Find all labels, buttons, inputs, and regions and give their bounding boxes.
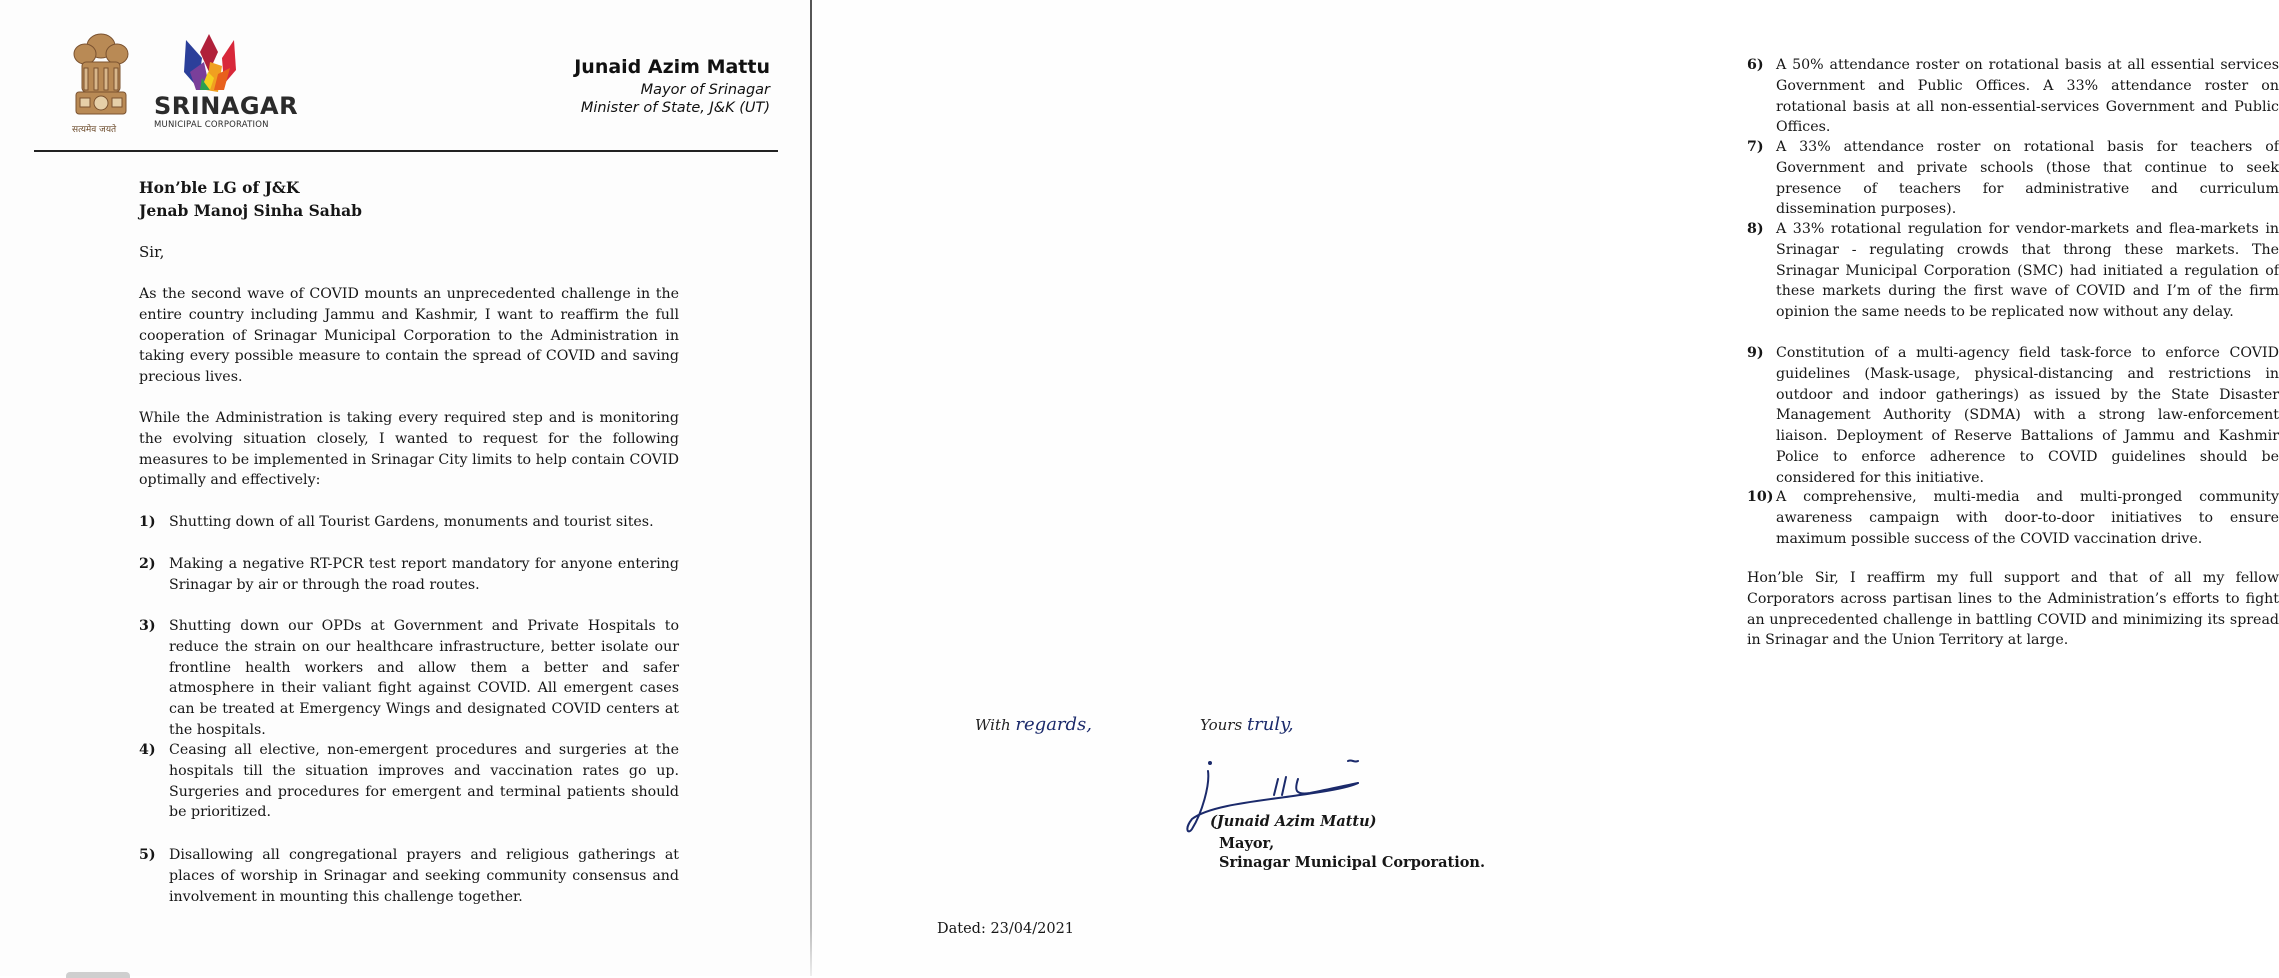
measure-number: 4) (139, 742, 156, 758)
measure-item (1747, 487, 2279, 549)
measure-number: 1) (139, 514, 156, 530)
sender-name: Junaid Azim Mattu (574, 56, 770, 78)
addressee (139, 176, 362, 222)
org-name: SRINAGAR (154, 92, 299, 120)
signoff-right-handwritten: truly, (1246, 714, 1294, 735)
org-subtitle: MUNICIPAL CORPORATION (154, 120, 269, 130)
measure-number: 10) (1747, 489, 1774, 505)
measure-item (1747, 343, 2279, 489)
measure-text: Making a negative RT-PCR test report mandatory for anyone entering Srinagar by air or through the road routes. (169, 556, 679, 593)
measure-text: A 50% attendance roster on rotational basis at all essential services Government and Public Offices. A 33% attendance roster on rotational basis at all non-essential-services Government and Public Offices. (1776, 57, 2279, 136)
sender-title-mayor: Mayor of Srinagar (640, 82, 770, 98)
measure-number: 3) (139, 618, 156, 634)
signoff-left-handwritten: regards, (1015, 714, 1093, 735)
measure-number: 6) (1747, 57, 1764, 73)
measure-number: 9) (1747, 345, 1764, 361)
request-paragraph: While the Administration is taking every required step and is monitoring the evolving situation closely, I wanted to request for the following measures to be implemented in Srinagar City limits to help contain COVID optimally and effectively: (139, 410, 679, 489)
measure-text: Disallowing all congregational prayers and religious gatherings at places of worship in Srinagar and seeking community consensus and involvement in mounting this challenge together. (169, 847, 679, 905)
emblem-motto: सत्यमेव जयते (72, 125, 117, 135)
signoff-right-printed: Yours (1200, 716, 1243, 734)
closing-paragraph: Hon’ble Sir, I reaffirm my full support and that of all my fellow Corporators across partisan lines to the Administration’s efforts to fight an unprecedented challenge in battling COVID and minimizing its spread in Srinagar and the Union Territory at large. (1747, 570, 2279, 649)
measure-number: 5) (139, 847, 156, 863)
signoff-right (1200, 714, 1294, 735)
measure-item (139, 512, 679, 533)
measure-text: Constitution of a multi-agency field task-force to enforce COVID guidelines (Mask-usage, physical-distancing and restrictions in outdoor and indoor gatherings) as issued by the State Disaster Management Authority (SDMA) with a strong law-enforcement liaison. Deployment of Reserve Battalions of Jammu and Kashmir Police to enforce adherence to COVID guidelines should be considered for this initiative. (1776, 345, 2279, 486)
signoff-left (975, 714, 1092, 735)
addressee-line-1: Hon’ble LG of J&K (139, 178, 300, 197)
measure-text: Shutting down our OPDs at Government and Private Hospitals to reduce the strain on our healthcare infrastructure, better isolate our frontline health workers and allow them a better and safer atmosphere in their valiant fight against COVID. All emergent cases can be treated at Emergency Wings and designated COVID centers at the hospitals. (169, 618, 679, 738)
measure-item (1747, 219, 2279, 323)
signatory-org: Srinagar Municipal Corporation. (1219, 854, 1486, 871)
measure-text: A comprehensive, multi-media and multi-pronged community awareness campaign with door-to-door initiatives to ensure maximum possible success of the COVID vaccination drive. (1776, 489, 2279, 547)
measure-text: A 33% rotational regulation for vendor-markets and flea-markets in Srinagar - regulating crowds that throng these markets. The Srinagar Municipal Corporation (SMC) had initiated a regulation of these markets during the first wave of COVID and I’m of the firm opinion the same needs to be replicated now without any delay. (1776, 221, 2279, 321)
letter-page-1 (0, 0, 810, 976)
signatory-role: Mayor, (1219, 835, 1275, 852)
measure-item (139, 554, 679, 596)
header-divider (34, 150, 778, 152)
measure-text: Ceasing all elective, non-emergent procedures and surgeries at the hospitals till the situation improves and vaccination rates go up. Surgeries and procedures for emergent and terminal patients should be prioritized. (169, 742, 679, 821)
sender-block (560, 56, 770, 116)
signatory-name: (Junaid Azim Mattu) (1210, 813, 1377, 830)
measure-item (139, 845, 679, 907)
national-emblem-icon (70, 28, 132, 133)
signoff-left-printed: With (975, 716, 1011, 734)
measure-item (139, 740, 679, 823)
addressee-line-2: Jenab Manoj Sinha Sahab (139, 201, 363, 220)
measure-number: 7) (1747, 139, 1764, 155)
measure-text: Shutting down of all Tourist Gardens, monuments and tourist sites. (169, 514, 654, 530)
intro-paragraph: As the second wave of COVID mounts an unprecedented challenge in the entire country including Jammu and Kashmir, I want to reaffirm the full cooperation of Srinagar Municipal Corporation to the Administration in taking every possible measure to contain the spread of COVID and saving precious lives. (139, 286, 679, 386)
measure-number: 8) (1747, 221, 1764, 237)
measure-item (1747, 55, 2279, 138)
dated: Dated: 23/04/2021 (937, 921, 1075, 937)
measure-item (139, 616, 679, 741)
scrollbar-handle[interactable] (66, 972, 130, 978)
measure-number: 2) (139, 556, 156, 572)
sender-title-minister: Minister of State, J&K (UT) (580, 100, 770, 116)
measure-item (1747, 137, 2279, 220)
measure-text: A 33% attendance roster on rotational basis for teachers of Government and private schools (those that continue to seek presence of teachers for administrative and curriculum dissemination purposes). (1776, 139, 2279, 218)
salutation: Sir, (139, 243, 165, 261)
